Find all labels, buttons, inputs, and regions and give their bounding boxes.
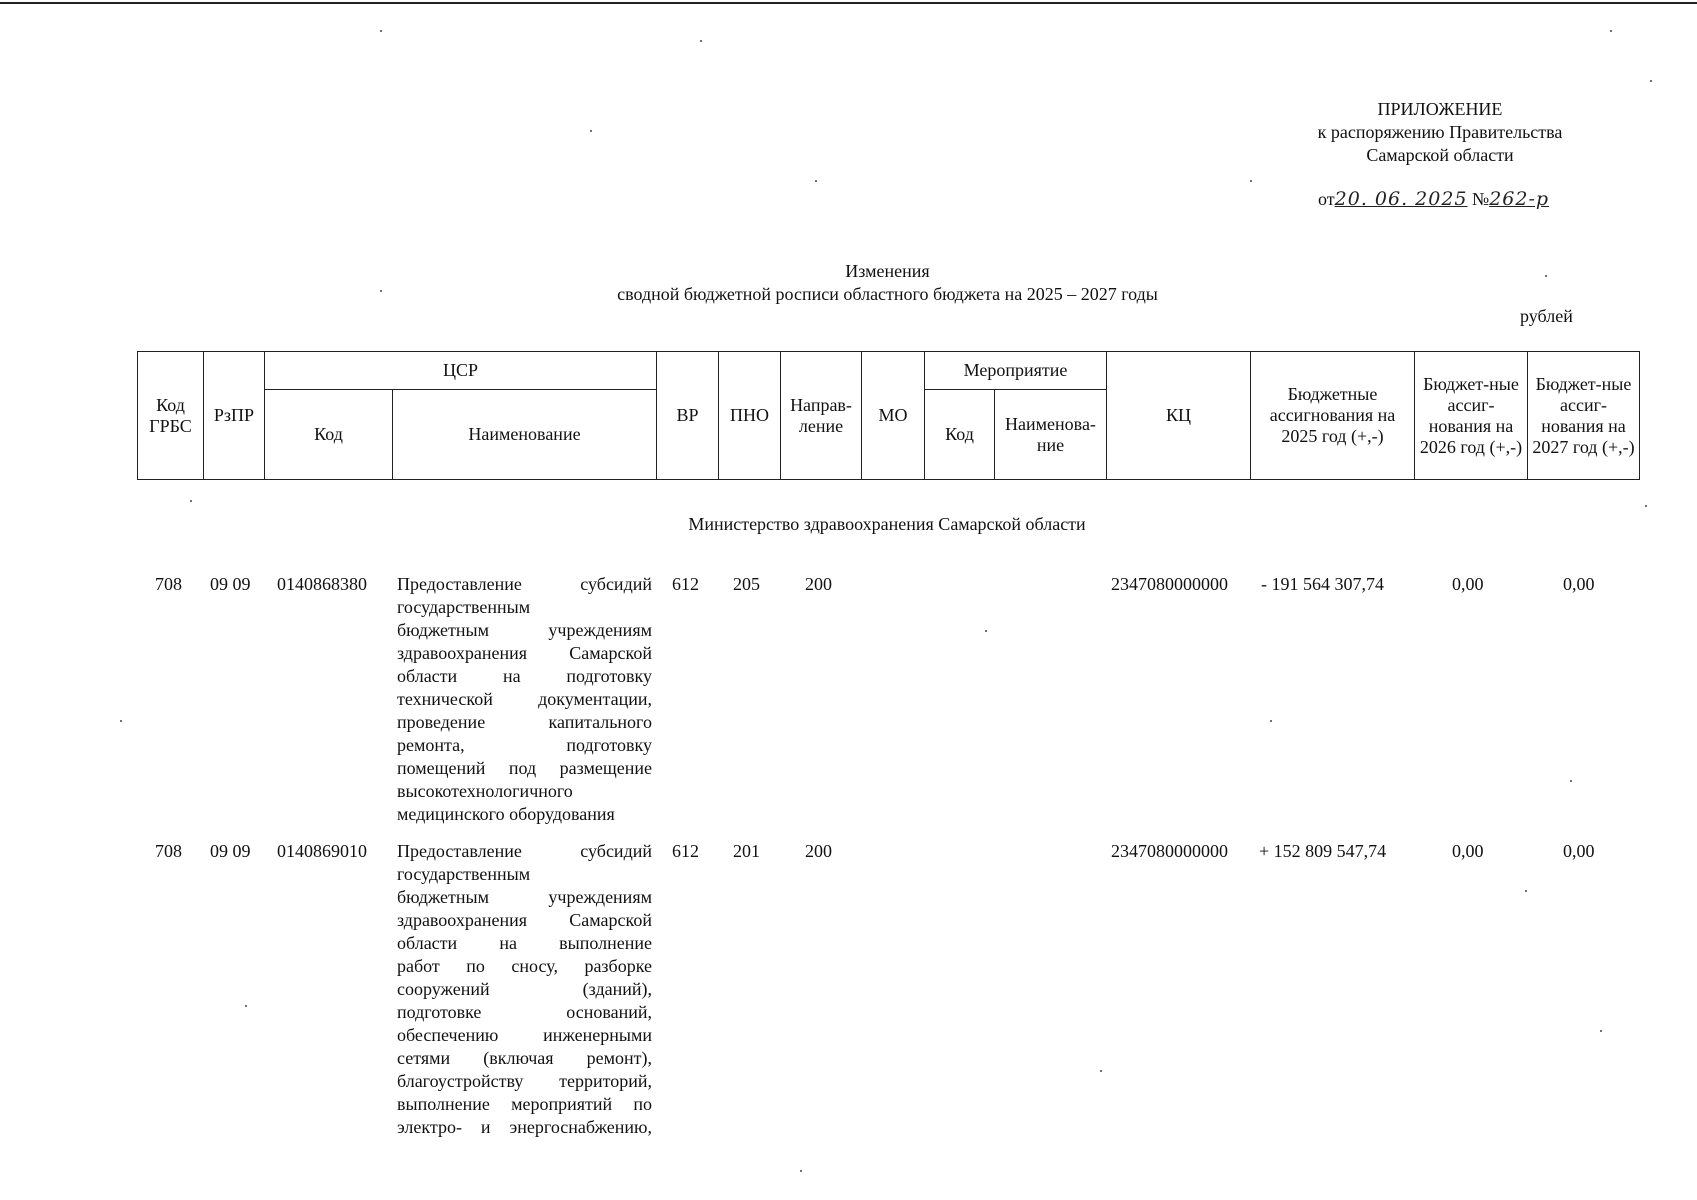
- row-kc: 2347080000000: [1111, 841, 1228, 861]
- row-csr-code: 0140868380: [277, 574, 367, 594]
- title-line-2: сводной бюджетной росписи областного бюджета на 2025 – 2027 годы: [617, 284, 1158, 304]
- name-line: бюджетным учреждениям: [397, 887, 652, 907]
- col-napravlenie: Направ-ление: [781, 352, 862, 480]
- name-line: обеспечению инженерными: [397, 1025, 652, 1045]
- top-border-line: [0, 2, 1697, 4]
- name-line: здравоохранения Самарской: [397, 643, 652, 663]
- date-prefix: от: [1318, 189, 1335, 209]
- name-line: выполнение мероприятий по: [397, 1094, 652, 1114]
- name-line: медицинского оборудования: [397, 804, 615, 824]
- row-kc: 2347080000000: [1111, 574, 1228, 594]
- name-line: государственным: [397, 597, 531, 617]
- col-mer-kod: Код: [925, 390, 995, 480]
- row-budget-2026: 0,00: [1452, 841, 1484, 861]
- appendix-heading: ПРИЛОЖЕНИЕ: [1377, 99, 1503, 119]
- row-budget-2026: 0,00: [1452, 574, 1484, 594]
- col-csr-kod: Код: [265, 390, 393, 480]
- row-csr-code: 0140869010: [277, 841, 367, 861]
- currency-unit: рублей: [1520, 306, 1573, 326]
- name-line: подготовке оснований,: [397, 1002, 652, 1022]
- row-rzpr: 09 09: [210, 841, 251, 861]
- row-budget-2025: - 191 564 307,74: [1261, 574, 1384, 594]
- col-kod-grbs: Код ГРБС: [138, 352, 204, 480]
- appendix-block: [1230, 98, 1650, 167]
- row-grbs: 708: [155, 574, 182, 594]
- name-line: области на выполнение: [397, 933, 652, 953]
- name-line: технической документации,: [397, 689, 652, 709]
- row-budget-2025: + 152 809 547,74: [1259, 841, 1387, 861]
- row-napravlenie: 200: [805, 574, 832, 594]
- row-vr: 612: [672, 574, 699, 594]
- appendix-line-3: Самарской области: [1366, 145, 1514, 165]
- number-prefix: №: [1472, 189, 1490, 209]
- title-line-1: Изменения: [845, 261, 930, 281]
- row-pno: 205: [733, 574, 760, 594]
- col-budget-2025: Бюджетные ассигнования на 2025 год (+,-): [1251, 352, 1415, 480]
- handwritten-number: 262-р: [1489, 188, 1550, 210]
- row-budget-2027: 0,00: [1563, 841, 1595, 861]
- name-line: высокотехнологичного: [397, 781, 573, 801]
- col-budget-2027: Бюджет-ные ассиг-нования на 2027 год (+,-): [1528, 352, 1640, 480]
- name-line: благоустройству территорий,: [397, 1071, 652, 1091]
- col-meropriyatie: Мероприятие: [925, 352, 1107, 390]
- col-mo: МО: [862, 352, 925, 480]
- col-csr: ЦСР: [265, 352, 657, 390]
- name-line: Предоставление субсидий: [397, 574, 652, 594]
- row-napravlenie: 200: [805, 841, 832, 861]
- order-date-number: [1318, 188, 1549, 210]
- row-csr-name: [397, 573, 652, 826]
- table-header: [137, 351, 1640, 480]
- handwritten-date: 20. 06. 2025: [1334, 188, 1468, 210]
- row-vr: 612: [672, 841, 699, 861]
- name-line: ремонта, подготовку: [397, 735, 652, 755]
- name-line: работ по сносу, разборке: [397, 956, 652, 976]
- row-budget-2027: 0,00: [1563, 574, 1595, 594]
- col-vr: ВР: [657, 352, 719, 480]
- row-pno: 201: [733, 841, 760, 861]
- row-rzpr: 09 09: [210, 574, 251, 594]
- col-mer-name: Наименова-ние: [995, 390, 1107, 480]
- col-pno: ПНО: [719, 352, 781, 480]
- name-line: Предоставление субсидий: [397, 841, 652, 861]
- document-title: [430, 260, 1345, 306]
- col-kc: КЦ: [1107, 352, 1251, 480]
- name-line: бюджетным учреждениям: [397, 620, 652, 640]
- section-title: Министерство здравоохранения Самарской области: [688, 514, 1086, 534]
- name-line: государственным: [397, 864, 531, 884]
- appendix-line-2: к распоряжению Правительства: [1317, 122, 1563, 142]
- row-csr-name: [397, 840, 652, 1139]
- name-line: помещений под размещение: [397, 758, 652, 778]
- col-rzpr: РзПР: [204, 352, 265, 480]
- row-grbs: 708: [155, 841, 182, 861]
- col-csr-name: Наименование: [393, 390, 657, 480]
- name-line: сетями (включая ремонт),: [397, 1048, 652, 1068]
- name-line: сооружений (зданий),: [397, 979, 652, 999]
- name-line: здравоохранения Самарской: [397, 910, 652, 930]
- name-line: электро- и энергоснабжению,: [397, 1117, 652, 1137]
- name-line: области на подготовку: [397, 666, 652, 686]
- col-budget-2026: Бюджет-ные ассиг-нования на 2026 год (+,-): [1415, 352, 1528, 480]
- name-line: проведение капитального: [397, 712, 652, 732]
